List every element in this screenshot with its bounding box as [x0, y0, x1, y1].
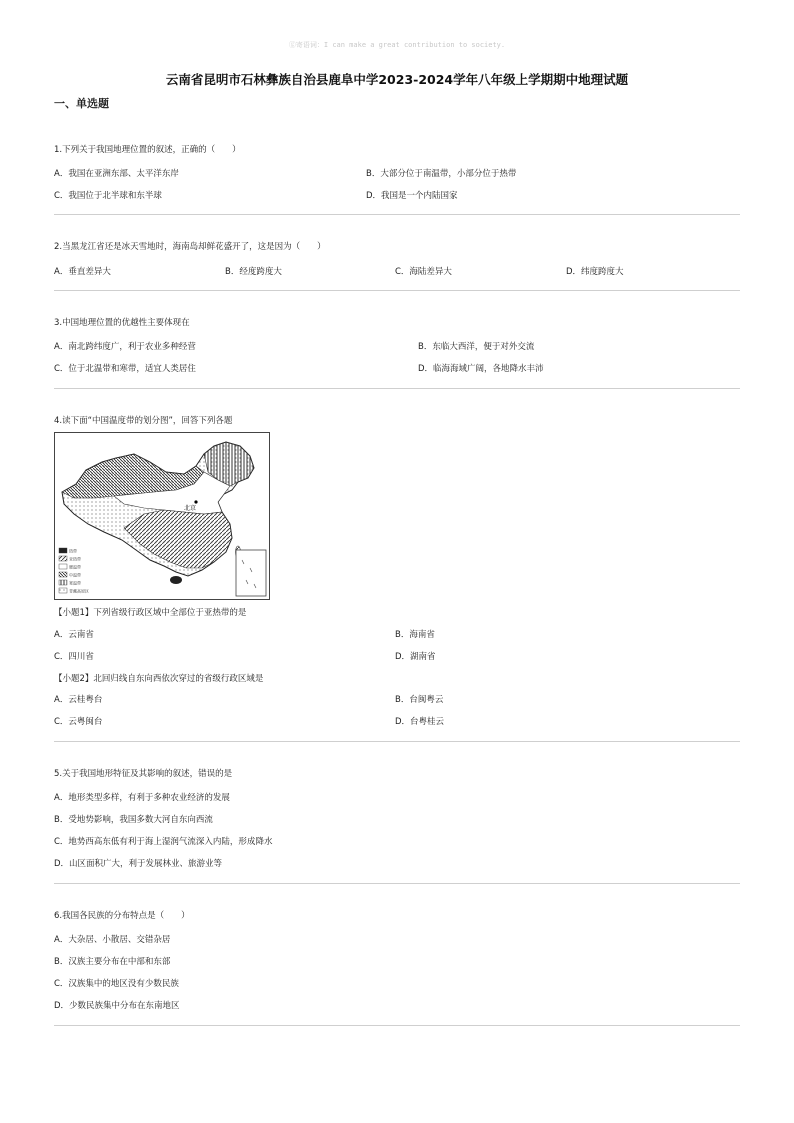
question-3-option-a[interactable]: A．南北跨纬度广，利于农业多种经营 — [54, 342, 196, 352]
legend-label: 青藏高原区 — [69, 588, 89, 594]
question-5-option-c[interactable]: C．地势西高东低有利于海上湿润气流深入内陆，形成降水 — [54, 837, 273, 847]
divider — [54, 388, 740, 389]
divider — [54, 741, 740, 742]
subquestion-2-stem: 【小题2】北回归线自东向西依次穿过的省级行政区域是 — [54, 674, 264, 684]
question-2-stem: 2.当黑龙江省还是冰天雪地时，海南岛却鲜花盛开了，这是因为（ ） — [54, 242, 326, 252]
question-4 — [54, 416, 740, 426]
question-3-option-c[interactable]: C．位于北温带和寒带，适宜人类居住 — [54, 364, 196, 374]
legend-label: 热带 — [69, 548, 77, 554]
subquestion-1-stem: 【小题1】下列省级行政区域中全部位于亚热带的是 — [54, 608, 247, 618]
question-3 — [54, 318, 740, 328]
question-5-stem: 5.关于我国地形特征及其影响的叙述，错误的是 — [54, 769, 233, 779]
subquestion-2-option-a[interactable]: A．云桂粤台 — [54, 695, 103, 705]
question-2 — [54, 242, 740, 252]
question-6-option-b[interactable]: B．汉族主要分布在中部和东部 — [54, 957, 171, 967]
question-1-option-b[interactable]: B．大部分位于南温带，小部分位于热带 — [366, 169, 517, 179]
question-2-option-c[interactable]: C．海陆差异大 — [395, 267, 452, 277]
question-2-option-a[interactable]: A．垂直差异大 — [54, 267, 111, 277]
question-4-stem: 4.读下面“中国温度带的划分图”，回答下列各题 — [54, 416, 233, 426]
hainan-island — [170, 576, 182, 584]
question-6-option-a[interactable]: A．大杂居、小散居、交错杂居 — [54, 935, 171, 945]
question-3-stem: 3.中国地理位置的优越性主要体现在 — [54, 318, 190, 328]
section-title: 一、单选题 — [54, 97, 109, 110]
question-3-option-d[interactable]: D．临海海域广阔，各地降水丰沛 — [418, 364, 544, 374]
question-5-option-a[interactable]: A．地形类型多样，有利于多种农业经济的发展 — [54, 793, 230, 803]
map-label-beijing: 北京 — [184, 505, 197, 512]
question-6-stem: 6.我国各民族的分布特点是（ ） — [54, 911, 190, 921]
question-1-option-a[interactable]: A．我国在亚洲东部、太平洋东岸 — [54, 169, 179, 179]
question-6-option-c[interactable]: C．汉族集中的地区没有少数民族 — [54, 979, 179, 989]
divider — [54, 1025, 740, 1026]
subquestion-1-option-b[interactable]: B．海南省 — [395, 630, 435, 640]
legend-label: 暖温带 — [69, 564, 81, 570]
legend-label: 亚热带 — [69, 556, 81, 562]
question-1-option-c[interactable]: C．我国位于北半球和东半球 — [54, 191, 162, 201]
divider — [54, 883, 740, 884]
document-title: 云南省昆明市石林彝族自治县鹿阜中学2023-2024学年八年级上学期期中地理试题 — [165, 72, 629, 87]
question-1 — [54, 145, 740, 155]
legend-label: 寒温带 — [69, 580, 81, 586]
subquestion-2-option-b[interactable]: B．台闽粤云 — [395, 695, 444, 705]
question-5 — [54, 769, 740, 779]
question-2-option-d[interactable]: D．纬度跨度大 — [566, 267, 624, 277]
question-3-option-b[interactable]: B．东临大西洋，便于对外交流 — [418, 342, 535, 352]
temperature-zone-map — [54, 432, 270, 600]
question-1-option-d[interactable]: D．我国是一个内陆国家 — [366, 191, 458, 201]
subquestion-2-option-d[interactable]: D．台粤桂云 — [395, 717, 445, 727]
question-6-option-d[interactable]: D．少数民族集中分布在东南地区 — [54, 1001, 180, 1011]
question-1-stem: 1.下列关于我国地理位置的叙述，正确的（ ） — [54, 145, 241, 155]
legend-label: 中温带 — [69, 572, 81, 578]
subquestion-1-option-c[interactable]: C．四川省 — [54, 652, 94, 662]
question-5-option-d[interactable]: D．山区面积广大，利于发展林业、旅游业等 — [54, 859, 223, 869]
subquestion-1-option-a[interactable]: A．云南省 — [54, 630, 94, 640]
watermark: ⓖ寄语词：I can make a great contribution to society. — [288, 41, 506, 49]
question-2-option-b[interactable]: B．经度跨度大 — [225, 267, 282, 277]
divider — [54, 214, 740, 215]
beijing-marker — [194, 500, 197, 503]
south-china-sea-inset — [236, 550, 266, 596]
subquestion-1-option-d[interactable]: D．湖南省 — [395, 652, 436, 662]
question-6 — [54, 911, 740, 921]
question-5-option-b[interactable]: B．受地势影响，我国多数大河自东向西流 — [54, 815, 213, 825]
subquestion-2-option-c[interactable]: C．云粤闽台 — [54, 717, 103, 727]
divider — [54, 290, 740, 291]
